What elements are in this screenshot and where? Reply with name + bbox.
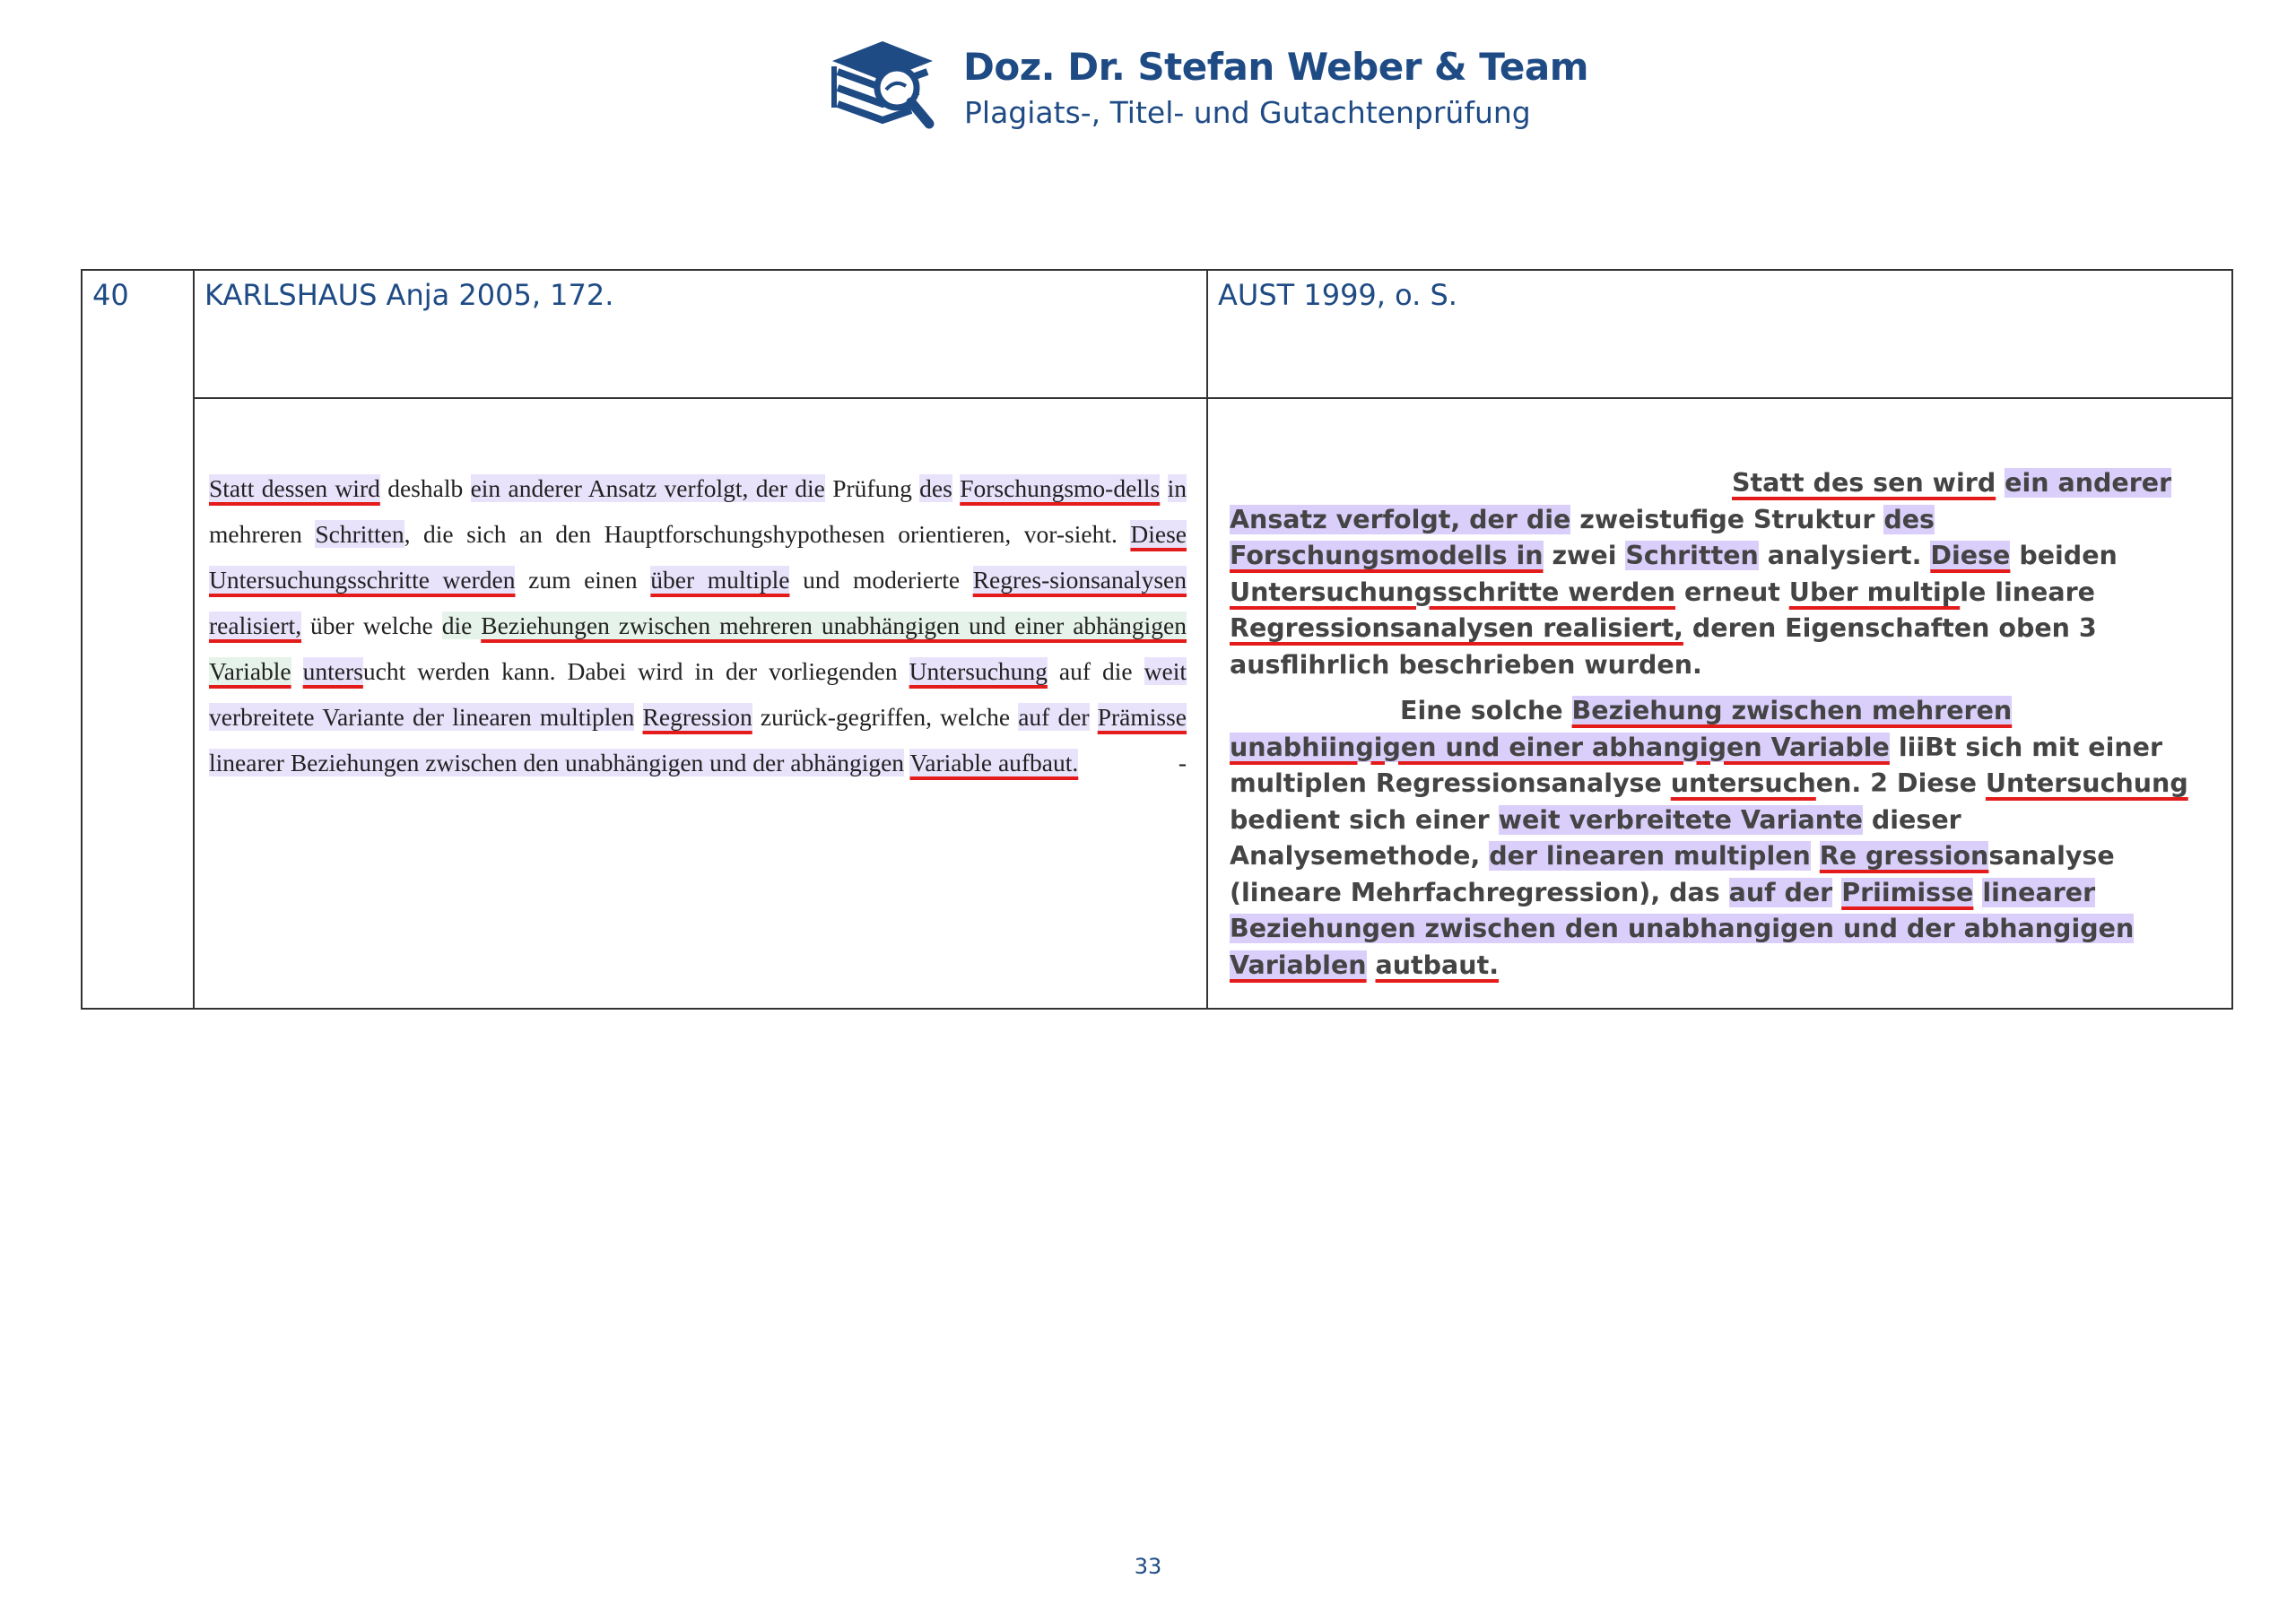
text-segment: Untersuchung bbox=[909, 657, 1048, 685]
source-right-cell bbox=[1207, 270, 2232, 398]
text-segment: Beziehungen zwischen mehreren unabhängigen und einer abhängigen Variable bbox=[209, 612, 1187, 685]
text-segment bbox=[1090, 703, 1098, 731]
text-segment: ein anderer Ansatz verfolgt, der die bbox=[1230, 468, 2172, 534]
source-right: AUST 1999, o. S. bbox=[1218, 278, 1457, 312]
text-segment: liiBt sich mit einer multiplen Regressionsanalyse bbox=[1230, 732, 2163, 798]
text-segment: Diese Untersuchungsschritte werden bbox=[209, 520, 1187, 594]
text-segment: le lineare bbox=[1960, 577, 2095, 607]
fragment-number: 40 bbox=[92, 278, 129, 312]
page-header bbox=[825, 36, 1588, 143]
text-segment: autbaut. bbox=[1375, 950, 1500, 980]
text-segment bbox=[634, 703, 642, 731]
text-segment: Regression bbox=[642, 703, 752, 731]
brand-subtitle: Plagiats-, Titel- und Gutachtenprüfung bbox=[964, 95, 1531, 130]
text-segment: mehreren bbox=[209, 520, 316, 548]
text-segment: weit verbreitete Variante bbox=[1498, 804, 1863, 835]
page-number: 33 bbox=[1134, 1554, 1162, 1579]
left-excerpt bbox=[209, 465, 1187, 785]
text-segment: Variablen bbox=[1230, 950, 1367, 980]
text-segment: über welche bbox=[301, 612, 442, 639]
text-segment bbox=[1811, 841, 1820, 871]
text-segment: Statt des sen wird bbox=[1732, 468, 1996, 498]
text-segment: auf der bbox=[1018, 703, 1090, 731]
text-segment: Forschungsmodells in bbox=[1230, 541, 1544, 570]
text-segment: beiden bbox=[2010, 541, 2118, 570]
text-segment bbox=[1996, 468, 2005, 498]
text-segment bbox=[1832, 878, 1841, 907]
text-segment: auf der bbox=[1728, 877, 1833, 907]
text-segment: zwei bbox=[1543, 541, 1626, 570]
text-segment: zweistufige Struktur bbox=[1570, 504, 1884, 534]
right-excerpt-paragraph-1 bbox=[1230, 465, 2216, 683]
text-segment: Schritten bbox=[315, 520, 404, 548]
text-segment: des bbox=[1883, 504, 1935, 534]
text-segment: erneut bbox=[1675, 577, 1789, 607]
text-segment: zum einen bbox=[515, 566, 651, 594]
text-segment: unters bbox=[302, 657, 363, 685]
text-segment: Re gression bbox=[1819, 841, 1989, 871]
text-segment: Beziehung zwischen mehreren unabhiingigen und einer abhangigen Variable bbox=[1230, 696, 2013, 762]
text-segment: und moderierte bbox=[789, 566, 973, 594]
text-segment: Untersuchung bbox=[1985, 768, 2188, 798]
text-segment: linearer Beziehungen zwischen den unabhängigen und der abhängigen bbox=[209, 749, 905, 776]
fragment-number-cell bbox=[82, 270, 194, 1009]
text-segment bbox=[1367, 950, 1376, 980]
text-segment: Uber multip bbox=[1788, 577, 1961, 607]
text-segment: deshalb bbox=[379, 474, 471, 502]
text-segment: Statt dessen wird bbox=[209, 474, 380, 502]
text-segment: Prämisse bbox=[1097, 703, 1187, 731]
text-segment: untersuch bbox=[1670, 768, 1816, 798]
text-segment bbox=[952, 474, 960, 502]
right-excerpt-paragraph-2 bbox=[1230, 693, 2216, 984]
text-segment: ucht werden kann. Dabei wird in der vorliegenden bbox=[362, 657, 909, 685]
text-segment: Priimisse bbox=[1841, 877, 1974, 907]
comparison-table bbox=[81, 269, 2233, 1010]
text-segment: Regressionsanalysen realisiert, bbox=[1230, 613, 1683, 643]
text-segment bbox=[1973, 878, 1982, 907]
text-segment: Regres-sionsanalysen realisiert, bbox=[209, 566, 1187, 639]
text-segment: dieser Analysemethode, bbox=[1230, 804, 1961, 871]
text-segment bbox=[291, 657, 303, 685]
text-segment: über multiple bbox=[650, 566, 790, 594]
text-segment: Prüfung bbox=[824, 474, 920, 502]
text-segment: Schritten bbox=[1625, 541, 1759, 570]
text-segment: analysiert. bbox=[1758, 541, 1931, 570]
text-segment: sanalyse (lineare Mehrfachregression), das bbox=[1230, 841, 2115, 907]
text-segment: bedient sich einer bbox=[1230, 804, 1499, 835]
source-left: KARLSHAUS Anja 2005, 172. bbox=[204, 278, 614, 312]
left-excerpt-cell bbox=[194, 398, 1207, 1009]
text-segment: in bbox=[1167, 474, 1187, 502]
text-segment: deren Eigenschaften oben 3 ausflihrlich beschrieben wurden. bbox=[1230, 613, 2097, 680]
brand-name: Doz. Dr. Stefan Weber & Team bbox=[963, 45, 1588, 89]
magnifier-on-books-icon bbox=[825, 36, 940, 134]
source-left-cell bbox=[194, 270, 1207, 398]
text-segment: die bbox=[441, 612, 482, 639]
text-segment: - bbox=[1178, 749, 1187, 776]
text-segment: ein anderer Ansatz verfolgt, der die bbox=[470, 474, 825, 502]
text-segment: Variable aufbaut. bbox=[909, 749, 1079, 776]
text-segment: Diese bbox=[1930, 541, 2011, 570]
text-segment: Untersuchungsschritte werden bbox=[1230, 577, 1676, 607]
text-segment: Forschungsmo-dells bbox=[960, 474, 1161, 502]
text-segment: auf die bbox=[1047, 657, 1144, 685]
text-segment: , die sich an den Hauptforschungshypothesen orientieren, vor-sieht. bbox=[404, 520, 1131, 548]
text-segment: en. 2 Diese bbox=[1815, 768, 1986, 798]
text-segment bbox=[1160, 474, 1167, 502]
text-segment: zurück-gegriffen, welche bbox=[752, 703, 1019, 731]
text-segment: der linearen multiplen bbox=[1489, 841, 1811, 871]
right-excerpt-cell bbox=[1207, 398, 2232, 1009]
text-segment: des bbox=[919, 474, 952, 502]
text-segment: Eine solche bbox=[1400, 696, 1572, 725]
text-segment: linearer Beziehungen zwischen den unabhangigen und der abhangigen bbox=[1230, 877, 2135, 943]
text-segment: weit verbreitete Variante der linearen multiplen bbox=[209, 657, 1187, 731]
